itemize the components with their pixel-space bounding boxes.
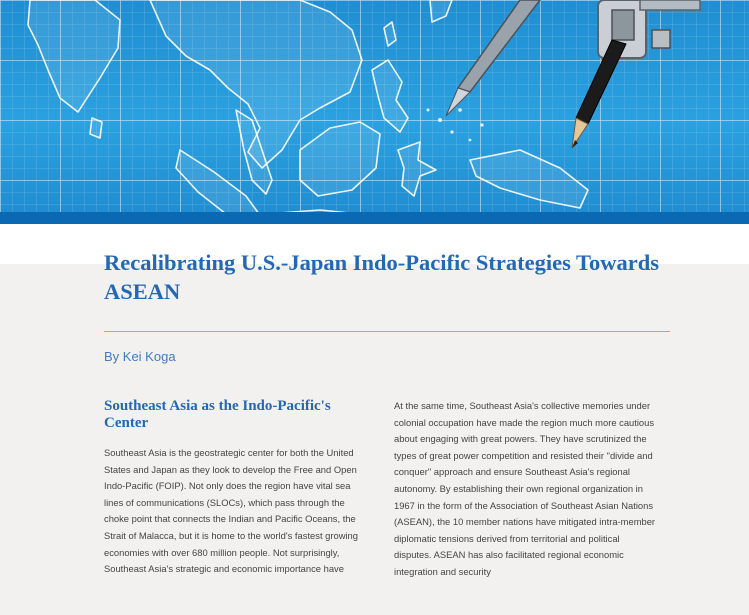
section-heading: Southeast Asia as the Indo-Pacific's Center [104, 398, 331, 431]
right-column [394, 398, 656, 581]
blueprint-map-illustration [0, 0, 749, 224]
right-paragraph: At the same time, Southeast Asia's collective memories under colonial occupation have made the region much more cautious about engaging with great powers. They have scrutinized the types of great power competition and resisted their "divide and conquer" approach and ensure Southeast Asia's regional autonomy. By establishing their own regional organization in 1967 in the form of the Association of Southeast Asian Nations (ASEAN), the 10 member nations have mitigated intra-member diplomatic tensions derived from territorial and political disputes. ASEAN has also facilitated regional economic integration and security [394, 400, 656, 577]
hero-bottom-band [0, 212, 749, 224]
author-byline: By Kei Koga [104, 349, 176, 364]
article-title: Recalibrating U.S.-Japan Indo-Pacific Strategies Towards ASEAN [104, 250, 660, 304]
left-paragraph: Southeast Asia is the geostrategic center for both the United States and Japan as they look to develop the Free and Open Indo-Pacific (FOIP). Not only does the region have vital sea lines of communications (SLOCs), which pass through the choke point that connects the Indian and Pacific Oceans, the Strait of Malacca, but it is home to the world's fastest growing economies with over 680 million people. Not surprisingly, Southeast Asia's strategic and economic importance have [104, 447, 358, 575]
map-svg [0, 0, 749, 224]
left-column [104, 398, 366, 578]
title-divider [104, 331, 670, 332]
sri-lanka-landmass [90, 118, 102, 138]
